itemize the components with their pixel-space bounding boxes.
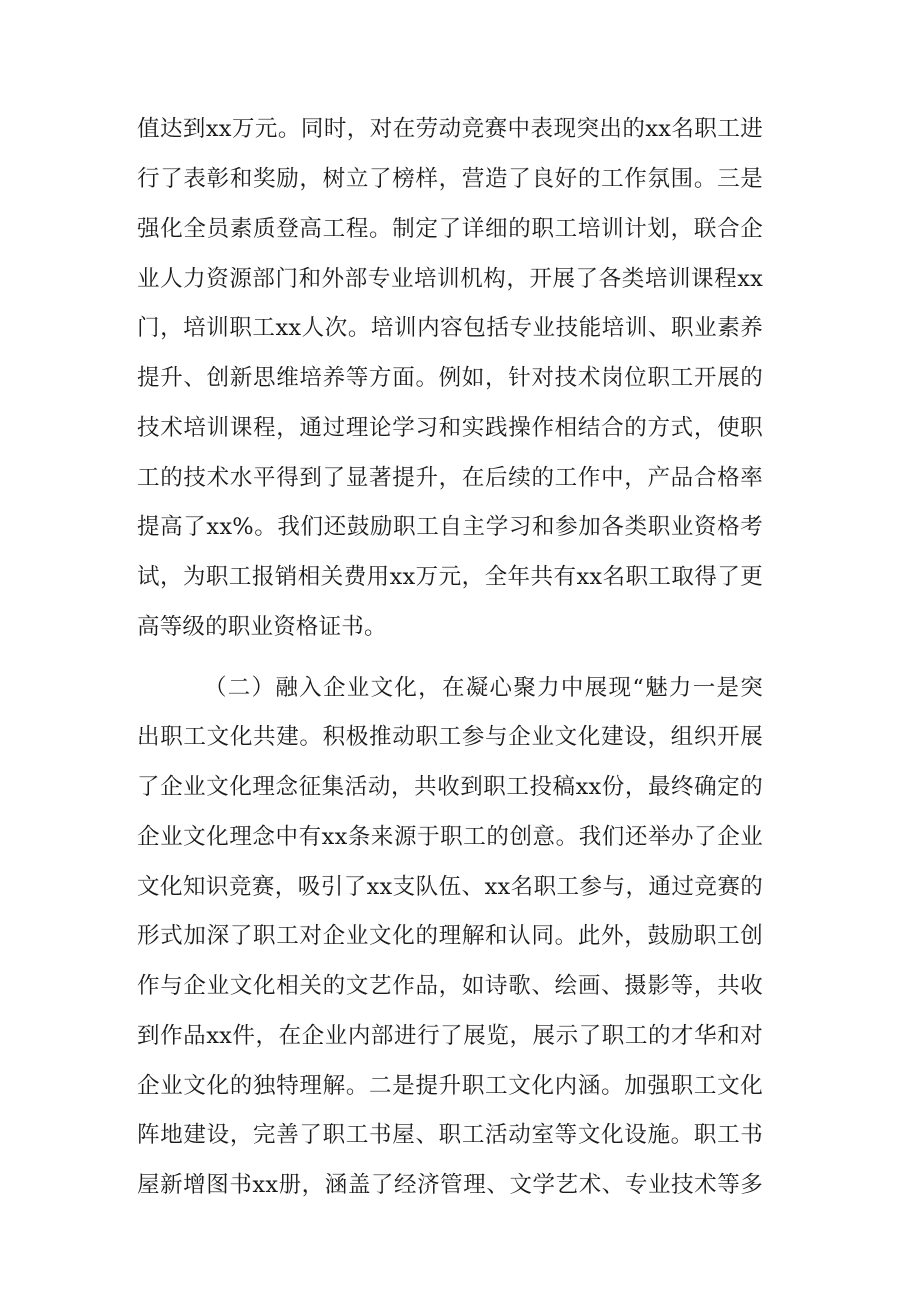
text-line: 了企业文化理念征集活动，共收到职工投稿xx份，最终确定的 <box>137 774 763 800</box>
text-line: 业人力资源部门和外部专业培训机构，开展了各类培训课程xx <box>137 266 763 292</box>
text-line: 强化全员素质登高工程。制定了详细的职工培训计划，联合企 <box>137 216 763 242</box>
text-line: 屋新增图书xx册，涵盖了经济管理、文学艺术、专业技术等多 <box>137 1172 763 1198</box>
text-line: 出职工文化共建。积极推动职工参与企业文化建设，组织开展 <box>137 724 763 750</box>
text-line: 作与企业文化相关的文艺作品，如诗歌、绘画、摄影等，共收 <box>137 973 763 999</box>
section-heading-line: （二）融入企业文化，在凝心聚力中展现“魅力一是突 <box>204 675 763 701</box>
text-line: 提升、创新思维培养等方面。例如，针对技术岗位职工开展的 <box>137 365 763 391</box>
text-line: 试，为职工报销相关费用xx万元，全年共有xx名职工取得了更 <box>137 564 763 590</box>
text-line: 门，培训职工xx人次。培训内容包括专业技能培训、职业素养 <box>137 315 763 341</box>
text-line: 企业文化理念中有xx条来源于职工的创意。我们还举办了企业 <box>137 824 763 850</box>
text-line: 阵地建设，完善了职工书屋、职工活动室等文化设施。职工书 <box>137 1122 763 1148</box>
text-line: 企业文化的独特理解。二是提升职工文化内涵。加强职工文化 <box>137 1073 763 1099</box>
text-line: 文化知识竞赛，吸引了xx支队伍、xx名职工参与，通过竞赛的 <box>137 874 763 900</box>
text-line: 形式加深了职工对企业文化的理解和认同。此外，鼓励职工创 <box>137 923 763 949</box>
text-line: 行了表彰和奖励，树立了榜样，营造了良好的工作氛围。三是 <box>137 166 763 192</box>
text-line: 高等级的职业资格证书。 <box>137 614 387 640</box>
text-line: 技术培训课程，通过理论学习和实践操作相结合的方式，使职 <box>137 415 763 441</box>
text-line: 到作品xx件，在企业内部进行了展览，展示了职工的才华和对 <box>137 1023 763 1049</box>
text-line: 工的技术水平得到了显著提升，在后续的工作中，产品合格率 <box>137 465 763 491</box>
text-line: 提高了xx%。我们还鼓励职工自主学习和参加各类职业资格考 <box>137 514 763 540</box>
text-line: 值达到xx万元。同时，对在劳动竞赛中表现突出的xx名职工进 <box>137 116 763 142</box>
